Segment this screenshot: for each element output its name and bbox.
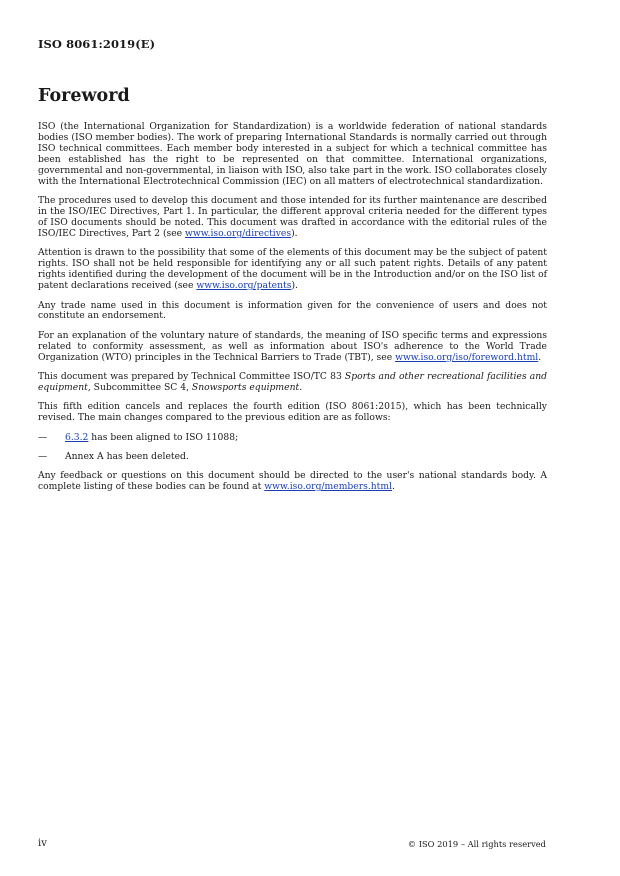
- subcommittee-title: Snowsports equipment: [191, 382, 300, 394]
- directives-link[interactable]: www.iso.org/directives: [185, 227, 292, 239]
- paragraph-committee: [38, 372, 547, 394]
- list-dash: —: [38, 451, 48, 462]
- paragraph-patents-end: ).: [291, 280, 298, 292]
- clause-link[interactable]: 6.3.2: [65, 431, 89, 443]
- change-list-item: [38, 452, 547, 463]
- paragraph-voluntary-end: .: [538, 351, 542, 363]
- change-list-item: [38, 433, 547, 444]
- committee-end: .: [299, 382, 303, 394]
- foreword-link[interactable]: www.iso.org/iso/foreword.html: [395, 351, 539, 363]
- paragraph-feedback: [38, 471, 547, 493]
- copyright-notice: © ISO 2019 – All rights reserved: [407, 839, 546, 849]
- committee-lead: This document was prepared by Technical Committee ISO/TC 83: [38, 371, 345, 383]
- members-link[interactable]: www.iso.org/members.html: [264, 481, 393, 493]
- paragraph-patents: [38, 248, 547, 292]
- paragraph-trade-name: Any trade name used in this document is information given for the convenience of users and does not constitute an endorsement.: [38, 299, 547, 322]
- paragraph-iso-intro: ISO (the International Organization for Standardization) is a worldwide federation of national standards bodies (ISO member bodies). The work of preparing International Standards is normally carried out through ISO technical committees. Each member body interested in a subject for which a technical committee has been established has the right to be represented on that committee. International organizations, governmental and non-governmental, in liaison with ISO, also take part in the work. ISO collaborates closely with the International Electrotechnical Commission (IEC) on all matters of electrotechnical standardization.: [38, 121, 547, 187]
- paragraph-feedback-end: .: [392, 481, 395, 493]
- committee-middle: , Subcommittee SC 4,: [87, 382, 192, 394]
- change-item-2-text: Annex A has been deleted.: [65, 451, 189, 462]
- patents-link[interactable]: www.iso.org/patents: [196, 280, 292, 292]
- committee-title: Sports and other recreational facilities and equipment: [38, 371, 547, 394]
- change-item-1-text: has been aligned to ISO 11088;: [88, 431, 239, 443]
- paragraph-patents-text: Attention is drawn to the possibility that some of the elements of this document may be the subject of patent rights. ISO shall not be held responsible for identifying any or all such patent rights. Details of any patent rights identified during the development of the document will be in the Introduction and/or on the ISO list of patent declarations received (see: [38, 247, 547, 292]
- paragraph-feedback-text: Any feedback or questions on this document should be directed to the user's national standards body. A complete listing of these bodies can be found at: [38, 470, 547, 493]
- list-dash: —: [38, 431, 48, 443]
- paragraph-voluntary-nature: [38, 331, 547, 364]
- paragraph-procedures-end: ).: [291, 227, 298, 239]
- paragraph-voluntary-text: For an explanation of the voluntary nature of standards, the meaning of ISO specific terms and expressions related to conformity assessment, as well as information about ISO's adherence to the World Trade Organization (WTO) principles in the Technical Barriers to Trade (TBT), see: [38, 329, 547, 363]
- paragraph-edition: This fifth edition cancels and replaces the fourth edition (ISO 8061:2015), which has been technically revised. The main changes compared to the previous edition are as follows:: [38, 401, 547, 424]
- page-number: iv: [38, 838, 47, 849]
- foreword-body: [38, 122, 547, 502]
- page-title: Foreword: [38, 86, 130, 106]
- document-id: ISO 8061:2019(E): [38, 37, 156, 51]
- paragraph-procedures-text: The procedures used to develop this document and those intended for its further maintenance are described in the ISO/IEC Directives, Part 1. In particular, the different approval criteria needed for the different types of ISO documents should be noted. This document was drafted in accordance with the editorial rules of the ISO/IEC Directives, Part 2 (see: [38, 195, 547, 239]
- change-item-text: [65, 433, 238, 444]
- paragraph-procedures: [38, 196, 547, 240]
